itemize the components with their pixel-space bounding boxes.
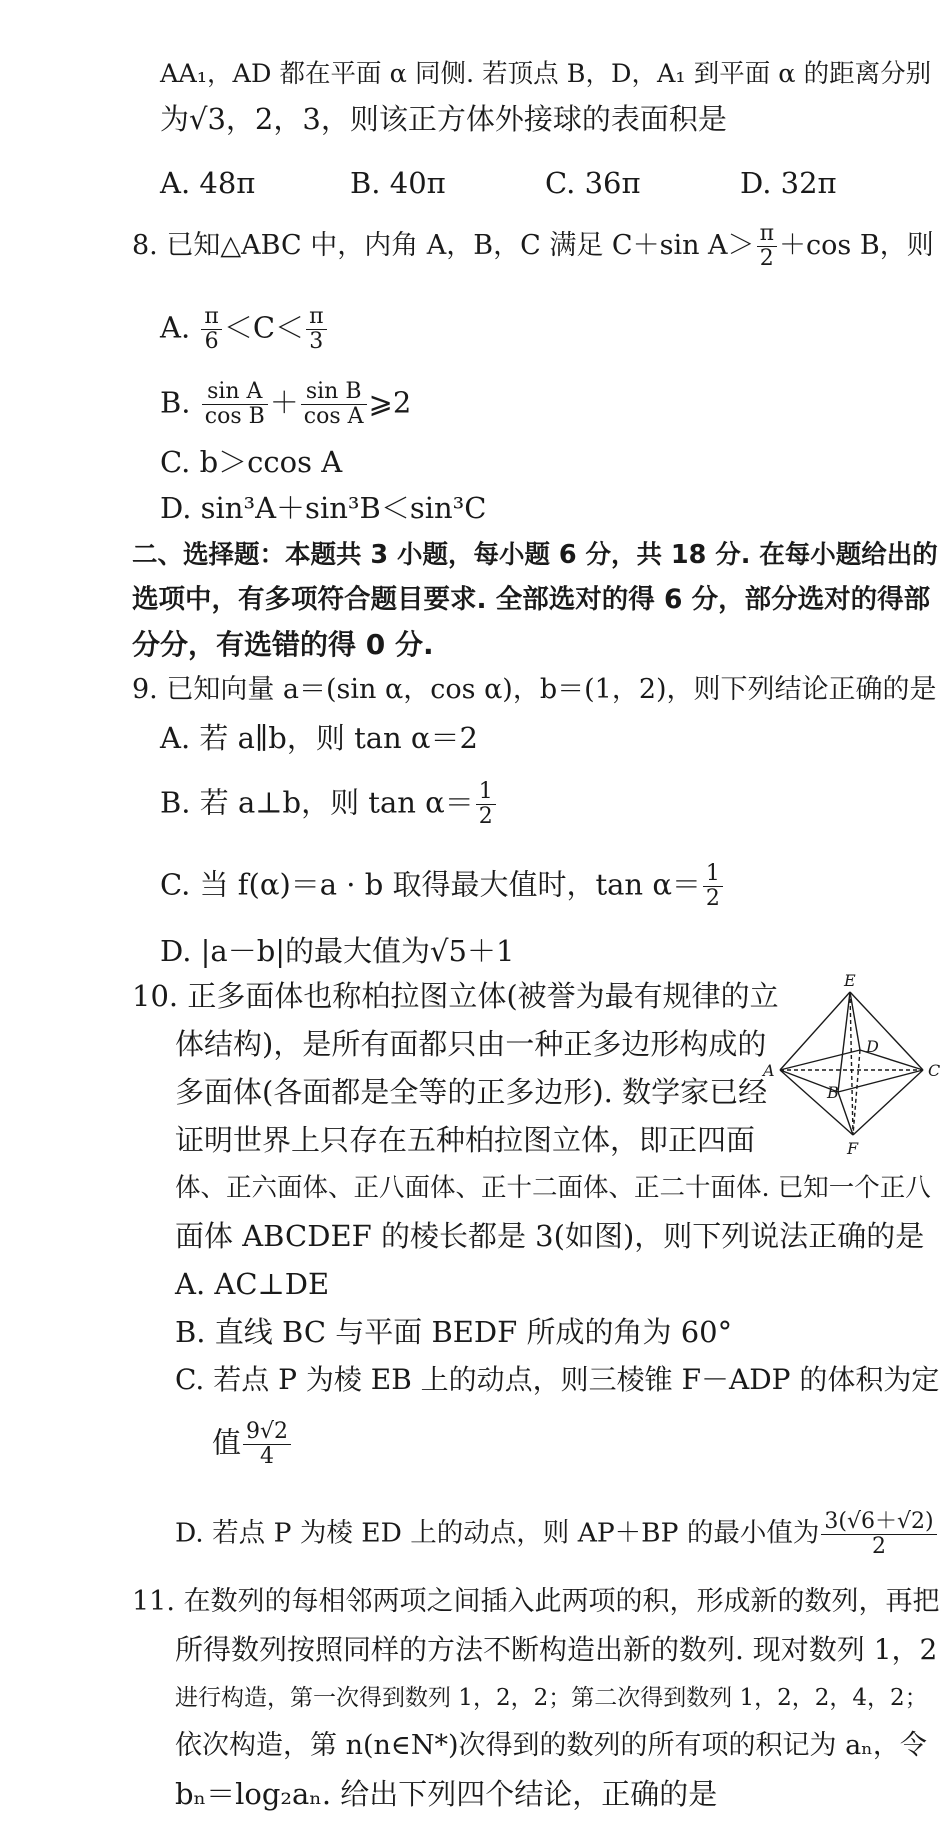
q7-line1: AA₁，AD 都在平面 α 同侧. 若顶点 B，D，A₁ 到平面 α 的距离分别 <box>160 59 932 89</box>
q11-line4: 依次构造，第 n(n∈N*)次得到的数列的所有项的积记为 aₙ，令 <box>175 1730 927 1761</box>
q8-b-frac2-den: cos A <box>303 404 364 429</box>
q9-option-c <box>160 862 725 911</box>
q8-a-mid: ＜C＜ <box>223 310 305 345</box>
label-B: B <box>827 1083 839 1102</box>
q9-b-fraction <box>476 780 496 829</box>
q11-line3: 进行构造，第一次得到数列 1，2，2；第二次得到数列 1，2，2，4，2； <box>175 1685 928 1711</box>
q8-stem-fraction <box>757 222 777 271</box>
q9-b-frac-num: 1 <box>476 780 496 805</box>
q8-a-frac2 <box>306 305 326 354</box>
q8-stem-pre: 8. 已知△ABC 中，内角 A，B，C 满足 C＋sin A＞ <box>132 230 755 261</box>
q9-option-d: D. |a－b|的最大值为√5＋1 <box>160 934 515 968</box>
q7-option-d: D. 32π <box>740 166 837 200</box>
q9-option-b-text: B. 若 a⊥b，则 tan α＝ <box>160 785 474 820</box>
q8-stem <box>132 222 934 271</box>
q8-a-frac2-num: π <box>306 305 326 330</box>
label-E: E <box>844 971 856 990</box>
section2-line2: 选项中，有多项符合题目要求. 全部选对的得 6 分，部分选对的得部 <box>132 584 931 615</box>
q8-option-c: C. b＞ccos A <box>160 445 343 479</box>
q9-option-b <box>160 780 498 829</box>
q8-stem-post: ＋cos B，则 <box>779 230 934 261</box>
q8-option-b-label: B. <box>160 385 200 420</box>
label-A: A <box>763 1061 775 1080</box>
q8-option-a-label: A. <box>160 310 200 345</box>
octahedron-diagram <box>758 970 948 1160</box>
q8-b-frac1-den: cos B <box>204 404 265 429</box>
q8-b-frac1-num: sin A <box>202 380 268 405</box>
label-C: C <box>928 1061 941 1080</box>
q10-line3: 多面体(各面都是全等的正多边形). 数学家已经 <box>175 1075 768 1109</box>
q7-options <box>160 165 860 205</box>
q9-option-c-text: C. 当 f(α)＝a · b 取得最大值时，tan α＝ <box>160 867 701 902</box>
q8-a-frac2-den: 3 <box>309 329 324 354</box>
q8-a-frac1-den: 6 <box>204 329 219 354</box>
label-D: D <box>866 1037 879 1056</box>
q7-option-a: A. 48π <box>160 166 256 200</box>
q10-line1: 10. 正多面体也称柏拉图立体(被誉为最有规律的立 <box>132 979 779 1013</box>
q10-c-frac-den: 4 <box>260 1444 275 1469</box>
q10-c-frac-num: 9√2 <box>243 1420 291 1445</box>
edge-EA <box>780 992 850 1070</box>
q8-b-frac2-num: sin B <box>301 380 367 405</box>
q8-option-b <box>160 380 411 429</box>
q10-line4: 证明世界上只存在五种柏拉图立体，即正四面 <box>175 1123 756 1157</box>
q10-line2: 体结构)，是所有面都只由一种正多边形构成的 <box>175 1027 767 1061</box>
q10-d-fraction <box>821 1510 936 1559</box>
edge-EB <box>838 992 850 1092</box>
q10-option-d <box>175 1510 939 1559</box>
q10-line5: 体、正六面体、正八面体、正十二面体、正二十面体. 已知一个正八 <box>175 1173 931 1203</box>
q8-option-a <box>160 305 329 354</box>
label-F: F <box>847 1139 859 1158</box>
section2-line1: 二、选择题：本题共 3 小题，每小题 6 分，共 18 分. 在每小题给出的 <box>132 540 938 570</box>
q9-c-fraction <box>703 862 723 911</box>
q10-option-a: A. AC⊥DE <box>175 1267 330 1301</box>
q9-stem: 9. 已知向量 a＝(sin α，cos α)，b＝(1，2)，则下列结论正确的是 <box>132 674 937 705</box>
edge-DF <box>853 1050 860 1135</box>
edge-EF <box>850 992 853 1135</box>
q8-stem-frac-den: 2 <box>759 246 774 271</box>
q10-line6: 面体 ABCDEF 的棱长都是 3(如图)，则下列说法正确的是 <box>175 1219 925 1253</box>
q10-option-b: B. 直线 BC 与平面 BEDF 所成的角为 60° <box>175 1315 733 1349</box>
q10-c-fraction <box>243 1420 291 1469</box>
q8-b-mid: ＋ <box>269 385 299 420</box>
octahedron-figure <box>758 970 948 1160</box>
q8-b-post: ⩾2 <box>368 385 412 420</box>
q7-line2: 为√3，2，3，则该正方体外接球的表面积是 <box>160 102 727 136</box>
q10-option-c-line2 <box>212 1420 293 1469</box>
q9-option-a: A. 若 a∥b，则 tan α＝2 <box>160 721 478 755</box>
q8-option-d: D. sin³A＋sin³B＜sin³C <box>160 491 487 525</box>
q8-a-frac1 <box>201 305 221 354</box>
q11-line2: 所得数列按照同样的方法不断构造出新的数列. 现对数列 1，2 <box>175 1633 938 1666</box>
q8-a-frac1-num: π <box>201 305 221 330</box>
q9-c-frac-num: 1 <box>703 862 723 887</box>
q9-b-frac-den: 2 <box>478 804 493 829</box>
q10-d-frac-num: 3(√6＋√2) <box>821 1510 936 1535</box>
q10-option-c-value-label: 值 <box>212 1425 242 1460</box>
q11-line5: bₙ＝log₂aₙ. 给出下列四个结论，正确的是 <box>175 1777 718 1811</box>
q9-c-frac-den: 2 <box>705 886 720 911</box>
q10-d-frac-den: 2 <box>871 1534 886 1559</box>
q11-line1: 11. 在数列的每相邻两项之间插入此两项的积，形成新的数列，再把 <box>132 1586 940 1617</box>
q10-option-d-text: D. 若点 P 为棱 ED 上的动点，则 AP＋BP 的最小值为 <box>175 1517 820 1549</box>
q8-b-frac1 <box>202 380 268 429</box>
q8-b-frac2 <box>301 380 367 429</box>
q7-option-b: B. 40π <box>350 166 446 200</box>
q10-option-c-line1: C. 若点 P 为棱 EB 上的动点，则三棱锥 F－ADP 的体积为定 <box>175 1363 940 1396</box>
q8-stem-frac-num: π <box>757 222 777 247</box>
edge-AD <box>780 1050 860 1070</box>
section2-line3: 分分，有选错的得 0 分. <box>132 628 434 661</box>
q7-option-c: C. 36π <box>545 166 641 200</box>
